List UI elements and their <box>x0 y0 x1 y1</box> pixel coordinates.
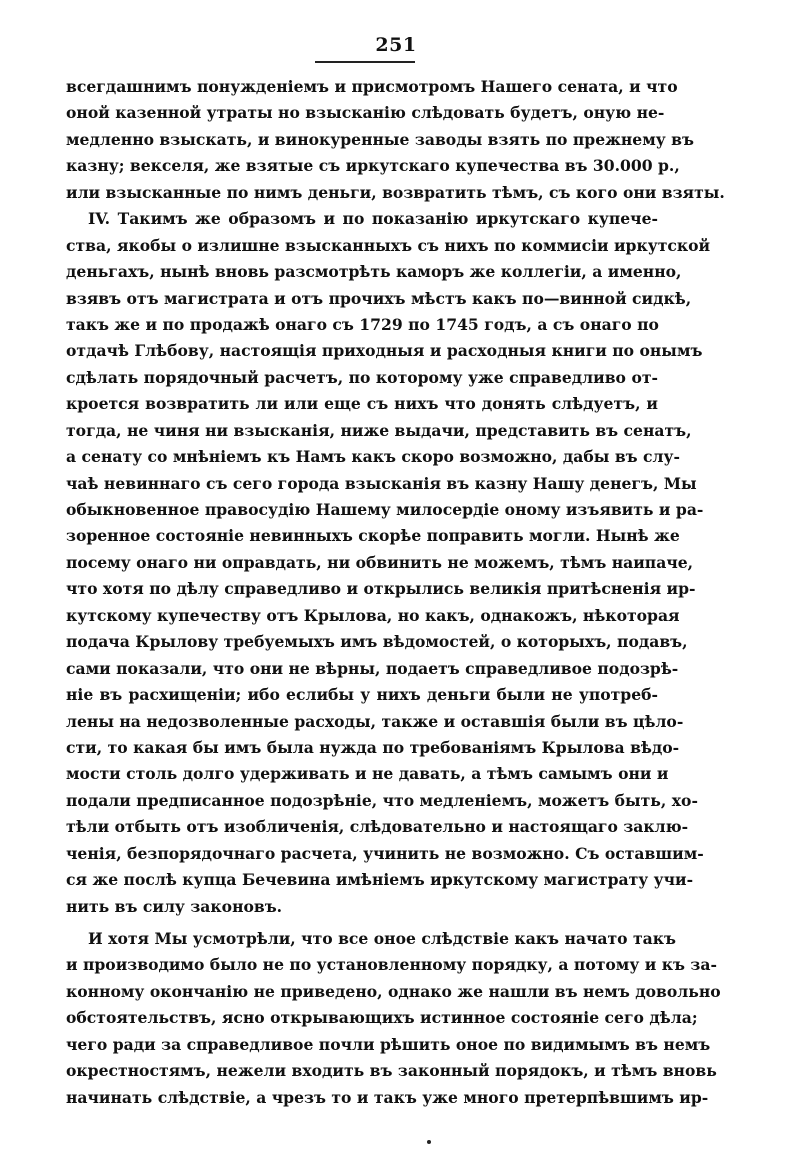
text-body <box>66 74 725 1111</box>
text-line: чего ради за справедливое почли рѣшить оное по видимымъ въ немъ <box>66 1034 711 1054</box>
text-line: сдѣлать порядочный расчетъ, по которому уже справедливо от- <box>66 367 658 387</box>
text-line: мости столь долго удерживать и не давать, а тѣмъ самымъ они и <box>66 764 669 784</box>
text-line: чаѣ невиннаго съ сего города взысканія въ казну Нашу денегъ, Мы <box>66 473 697 493</box>
text-line: конному окончанію не приведено, однако же нашли въ немъ довольно <box>66 981 721 1001</box>
text-line: окрестностямъ, нежели входить въ законный порядокъ, и тѣмъ вновь <box>66 1061 717 1081</box>
text-line: сами показали, что они не вѣрны, подаетъ справедливое подозрѣ- <box>66 658 679 678</box>
text-line: тогда, не чиня ни взысканія, ниже выдачи, представить въ сенатъ, <box>66 420 692 440</box>
text-line: ся же послѣ купца Бечевина имѣніемъ иркутскому магистрату учи- <box>66 870 694 890</box>
text-line: подали предписанное подозрѣніе, что медленіемъ, можетъ быть, хо- <box>66 790 698 810</box>
text-line: всегдашнимъ понужденіемъ и присмотромъ Нашего сената, и что <box>66 77 678 96</box>
text-line: подача Крылову требуемыхъ имъ вѣдомостей, о которыхъ, подавъ, <box>66 632 688 652</box>
header-rule <box>315 61 415 63</box>
text-line: обыкновенное правосудію Нашему милосердіе оному изъявить и ра- <box>66 500 704 519</box>
text-line: взявъ отъ магистрата и отъ прочихъ мѣстъ какъ по—винной сидкѣ, <box>66 288 692 308</box>
text-line: деньгахъ, нынѣ вновь разсмотрѣть каморъ же коллегіи, а именно, <box>66 262 682 282</box>
text-line: сти, то какая бы имъ была нужда по требованіямъ Крылова вѣдо- <box>66 737 680 757</box>
text-line: отдачѣ Глѣбову, настоящія приходныя и расходныя книги по онымъ <box>66 341 703 361</box>
page-number: 251 <box>375 34 417 56</box>
text-line: IV. Такимъ же образомъ и по показанію иркутскаго купече- <box>88 209 658 229</box>
text-line: посему онаго ни оправдать, ни обвинить не можемъ, тѣмъ наипаче, <box>66 552 694 572</box>
text-line: ства, якобы о излишне взысканныхъ съ нихъ по коммисіи иркутской <box>66 235 711 255</box>
text-line: что хотя по дѣлу справедливо и открылись великія притѣсненія ир- <box>66 579 696 599</box>
text-line: оной казенной утраты но взысканію слѣдовать будетъ, оную не- <box>66 103 665 123</box>
text-line: И хотя Мы усмотрѣли, что все оное слѣдствіе какъ начато такъ <box>88 929 676 948</box>
text-line: ніе въ расхищеніи; ибо еслибы у нихъ деньги были не употреб- <box>66 685 658 705</box>
text-line: зоренное состояніе невинныхъ скорѣе поправить могли. Нынѣ же <box>66 526 680 546</box>
text-line: казну; векселя, же взятые съ иркутскаго купечества въ 30.000 р., <box>66 156 680 176</box>
text-line: и производимо было не по установленному порядку, а потому и къ за- <box>66 955 717 975</box>
text-line: обстоятельствъ, ясно открывающихъ истинное состояніе сего дѣла; <box>66 1008 698 1028</box>
text-line: нить въ силу законовъ. <box>66 896 283 916</box>
text-line: кроется возвратить ли или еще съ нихъ что донять слѣдуетъ, и <box>66 394 658 414</box>
text-line: кутскому купечеству отъ Крылова, но какъ, однакожъ, нѣкоторая <box>66 605 680 625</box>
text-line: начинать слѣдствіе, а чрезъ то и такъ уже много претерпѣвшимъ ир- <box>66 1087 709 1107</box>
text-line: медленно взыскать, и винокуренные заводы взять по прежнему въ <box>66 129 694 149</box>
text-line: или взысканные по нимъ деньги, возвратить тѣмъ, съ кого они взяты. <box>66 182 725 202</box>
footer-signature-mark <box>427 1140 431 1144</box>
text-line: тѣли отбыть отъ изобличенія, слѣдовательно и настоящаго заклю- <box>66 817 689 837</box>
text-line: лены на недозволенные расходы, также и оставшія были въ цѣло- <box>66 711 684 731</box>
text-line: а сенату со мнѣніемъ къ Намъ какъ скоро возможно, дабы въ слу- <box>66 447 680 467</box>
text-line: ченія, безпорядочнаго расчета, учинить не возможно. Съ оставшим- <box>66 843 704 863</box>
text-line: такъ же и по продажѣ онаго съ 1729 по 1745 годъ, а съ онаго по <box>66 314 659 334</box>
